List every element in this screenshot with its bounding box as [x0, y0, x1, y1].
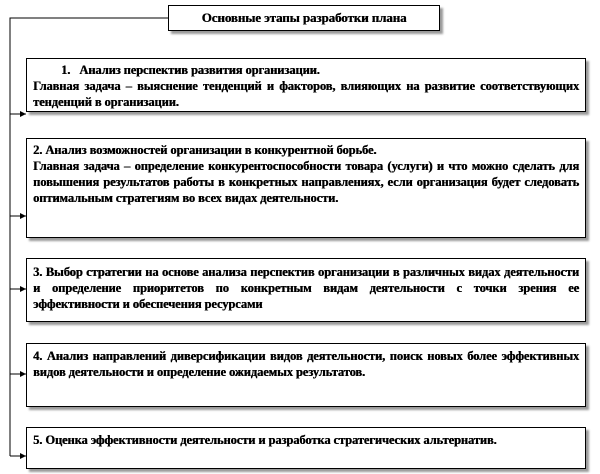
step-2-heading: 2. Анализ возможностей организации в конкурентной борьбе.: [33, 143, 377, 157]
step-5-box: [26, 427, 586, 469]
step-1-box: [26, 58, 586, 112]
step-4-text: 4. Анализ направлений диверсификации видов деятельности, поиск новых более эффективных видов деятельности и определение ожидаемых результатов.: [33, 349, 579, 379]
diagram-title: Основные этапы разработки плана: [168, 5, 440, 31]
step-1-heading: 1. Анализ перспектив развития организации.: [61, 63, 320, 77]
step-2-box: [26, 138, 586, 238]
step-3-text: 3. Выбор стратегии на основе анализа перспектив организации в различных видах деятельности и определение приоритетов по конкретным видам деятельности с точки зрения ее эффективности и обеспечения ресурсами: [33, 265, 579, 311]
step-1-body: Главная задача – выяснение тенденций и факторов, влияющих на развитие соответствующих тенденций в организации.: [33, 79, 579, 109]
step-3-box: [26, 258, 586, 322]
step-4-box: [26, 343, 586, 407]
step-2-body: Главная задача – определение конкурентоспособности товара (услуги) и что можно сделать для повышения результатов работы в конкретных направлениях, если организация будет следовать оптимальным стратегиям во всех видах деятельности.: [33, 159, 579, 205]
step-5-text: 5. Оценка эффективности деятельности и разработка стратегических альтернатив.: [33, 433, 497, 447]
